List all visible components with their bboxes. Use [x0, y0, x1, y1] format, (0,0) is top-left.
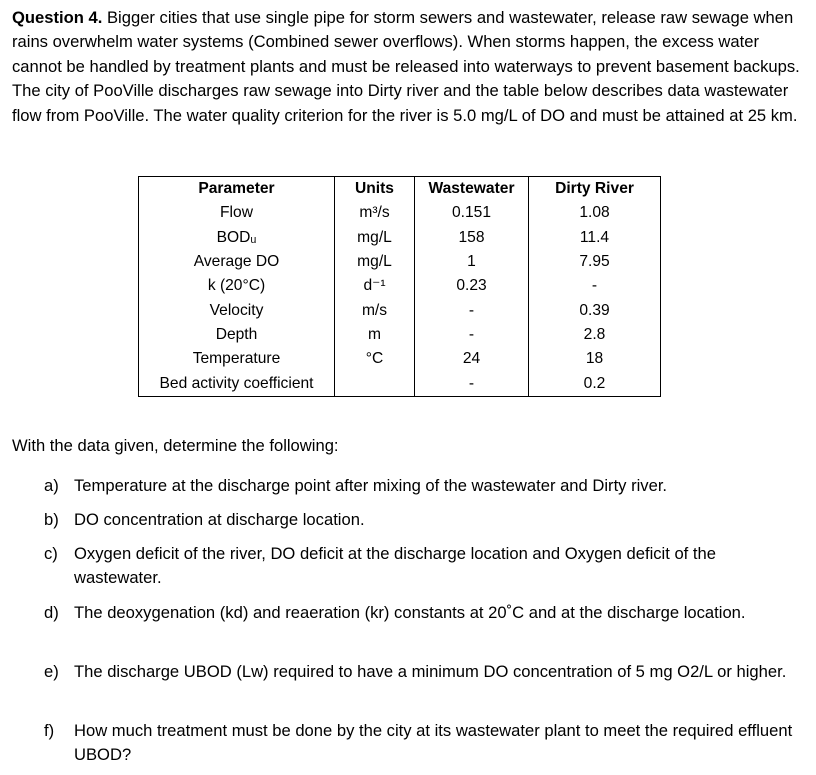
cell-wastewater: 0.151 [415, 201, 529, 225]
cell-dirty-river: 7.95 [529, 250, 661, 274]
cell-wastewater: - [415, 323, 529, 347]
part-letter: e) [44, 662, 59, 681]
cell-dirty-river: 18 [529, 347, 661, 371]
part-text: DO concentration at discharge location. [74, 510, 365, 529]
part-letter: b) [44, 510, 59, 529]
part-text: The deoxygenation (kd) and reaeration (kr) constants at 20˚C and at the discharge location. [74, 603, 746, 622]
question-intro [12, 6, 808, 128]
cell-dirty-river: 0.2 [529, 371, 661, 396]
part-text: Temperature at the discharge point after mixing of the wastewater and Dirty river. [74, 476, 668, 495]
cell-parameter: Average DO [139, 250, 335, 274]
cell-parameter: Depth [139, 323, 335, 347]
cell-units [335, 371, 415, 396]
cell-wastewater: 158 [415, 226, 529, 250]
cell-parameter: Bed activity coefficient [139, 371, 335, 396]
cell-wastewater: 1 [415, 250, 529, 274]
part-e [44, 660, 804, 684]
cell-units: d⁻¹ [335, 274, 415, 298]
cell-wastewater: - [415, 371, 529, 396]
cell-units: m [335, 323, 415, 347]
cell-parameter: Velocity [139, 298, 335, 322]
cell-parameter: Temperature [139, 347, 335, 371]
table-row [139, 323, 661, 347]
header-dirty-river: Dirty River [529, 177, 661, 202]
cell-dirty-river: 0.39 [529, 298, 661, 322]
part-letter: d) [44, 603, 59, 622]
part-c [44, 542, 804, 590]
table-row [139, 226, 661, 250]
cell-wastewater: 0.23 [415, 274, 529, 298]
question-heading: Question 4. [12, 8, 103, 27]
part-letter: c) [44, 544, 58, 563]
table-row [139, 347, 661, 371]
cell-units: mg/L [335, 250, 415, 274]
cell-units: °C [335, 347, 415, 371]
part-f [44, 719, 804, 767]
table-row [139, 274, 661, 298]
table-row [139, 250, 661, 274]
table-row [139, 371, 661, 396]
part-text: How much treatment must be done by the city at its wastewater plant to meet the required effluent UBOD? [74, 721, 793, 764]
cell-wastewater: - [415, 298, 529, 322]
table-row [139, 298, 661, 322]
header-units: Units [335, 177, 415, 202]
cell-wastewater: 24 [415, 347, 529, 371]
part-text: The discharge UBOD (Lw) required to have a minimum DO concentration of 5 mg O2/L or higher. [74, 662, 787, 681]
part-letter: f) [44, 721, 55, 740]
cell-dirty-river: 11.4 [529, 226, 661, 250]
cell-units: m/s [335, 298, 415, 322]
part-b [44, 508, 804, 532]
header-wastewater: Wastewater [415, 177, 529, 202]
parameter-table [138, 176, 661, 397]
part-a [44, 474, 804, 498]
cell-units: mg/L [335, 226, 415, 250]
part-d [44, 601, 804, 625]
instructions: With the data given, determine the following: [12, 436, 339, 455]
cell-parameter: Flow [139, 201, 335, 225]
table-header-row [139, 177, 661, 202]
part-letter: a) [44, 476, 59, 495]
table-row [139, 201, 661, 225]
cell-dirty-river: 1.08 [529, 201, 661, 225]
cell-dirty-river: - [529, 274, 661, 298]
cell-dirty-river: 2.8 [529, 323, 661, 347]
question-body: Bigger cities that use single pipe for storm sewers and wastewater, release raw sewage when rains overwhelm water systems (Combined sewer overflows). When storms happen, the excess water cannot be handled by treatment plants and must be released into waterways to prevent basement backups. The city of PooVille discharges raw sewage into Dirty river and the table below describes data wastewater flow from PooVille. The water quality criterion for the river is 5.0 mg/L of DO and must be attained at 25 km. [12, 8, 800, 125]
cell-units: m³/s [335, 201, 415, 225]
header-parameter: Parameter [139, 177, 335, 202]
part-text: Oxygen deficit of the river, DO deficit at the discharge location and Oxygen deficit of the wastewater. [74, 544, 716, 587]
cell-parameter: k (20°C) [139, 274, 335, 298]
cell-parameter: BODᵤ [139, 226, 335, 250]
